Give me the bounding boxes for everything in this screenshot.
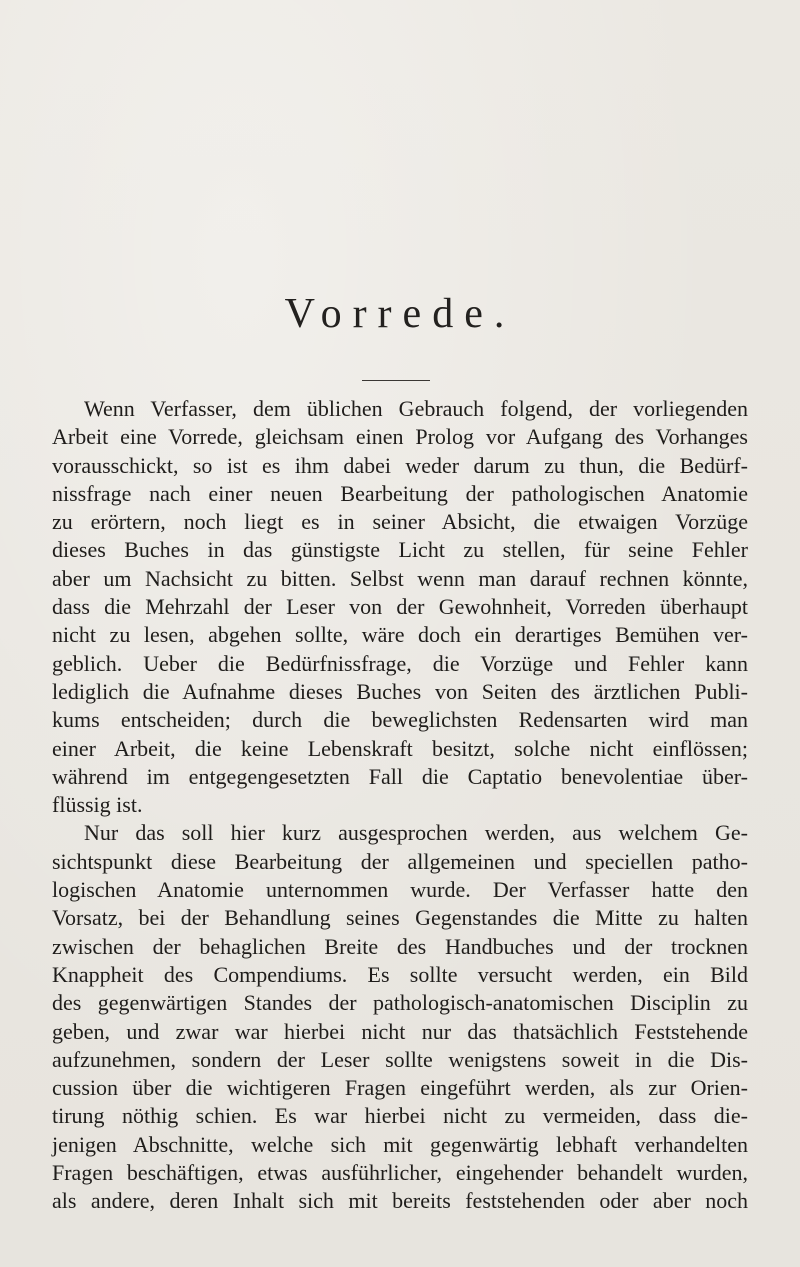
text-line: als andere, deren Inhalt sich mit bereits feststehenden oder aber noch: [52, 1188, 748, 1214]
paragraph-1: [52, 395, 748, 819]
text-line: zu erörtern, noch liegt es in seiner Absicht, die etwaigen Vorzüge: [52, 509, 748, 535]
text-line: cussion über die wichtigeren Fragen eingeführt werden, als zur Orien-: [52, 1075, 748, 1101]
text-line: Arbeit eine Vorrede, gleichsam einen Prolog vor Aufgang des Vorhanges: [52, 424, 748, 450]
text-line: aber um Nachsicht zu bitten. Selbst wenn man darauf rechnen könnte,: [52, 565, 748, 591]
text-line: Vorsatz, bei der Behandlung seines Gegenstandes die Mitte zu halten: [52, 905, 748, 931]
text-line: flüssig ist.: [52, 792, 143, 818]
text-line: geblich. Ueber die Bedürfnissfrage, die Vorzüge und Fehler kann: [52, 650, 748, 676]
paragraph-2: [52, 819, 748, 1215]
text-line: lediglich die Aufnahme dieses Buches von Seiten des ärztlichen Publi-: [52, 678, 748, 704]
text-line: dass die Mehrzahl der Leser von der Gewohnheit, Vorreden überhaupt: [52, 594, 748, 620]
text-line: kums entscheiden; durch die beweglichsten Redensarten wird man: [52, 707, 748, 733]
text-line: nicht zu lesen, abgehen sollte, wäre doch ein derartiges Bemühen ver-: [52, 622, 748, 648]
text-line: vorausschickt, so ist es ihm dabei weder darum zu thun, die Bedürf-: [52, 452, 748, 478]
text-line: logischen Anatomie unternommen wurde. Der Verfasser hatte den: [52, 877, 748, 903]
text-line: einer Arbeit, die keine Lebenskraft besitzt, solche nicht einflössen;: [52, 735, 748, 761]
text-line: Knappheit des Compendiums. Es sollte versucht werden, ein Bild: [52, 961, 748, 987]
text-line: nissfrage nach einer neuen Bearbeitung der pathologischen Anatomie: [52, 480, 748, 506]
text-line: Fragen beschäftigen, etwas ausführlicher, eingehender behandelt wurden,: [52, 1160, 748, 1186]
text-line: Wenn Verfasser, dem üblichen Gebrauch folgend, der vorliegenden: [84, 396, 748, 421]
text-line: jenigen Abschnitte, welche sich mit gegenwärtig lebhaft verhandelten: [52, 1131, 748, 1157]
body-text: [52, 395, 748, 1216]
title-rule: [362, 380, 430, 381]
text-line: sichtspunkt diese Bearbeitung der allgemeinen und speciellen patho-: [52, 848, 748, 874]
text-line: zwischen der behaglichen Breite des Handbuches und der trocknen: [52, 933, 748, 959]
text-line: geben, und zwar war hierbei nicht nur das thatsächlich Feststehende: [52, 1018, 748, 1044]
text-line: des gegenwärtigen Standes der pathologisch-anatomischen Disciplin zu: [52, 990, 748, 1016]
text-line: tirung nöthig schien. Es war hierbei nicht zu vermeiden, dass die-: [52, 1103, 748, 1129]
page-title: Vorrede.: [284, 291, 516, 337]
text-line: dieses Buches in das günstigste Licht zu stellen, für seine Fehler: [52, 537, 748, 563]
text-line: Nur das soll hier kurz ausgesprochen werden, aus welchem Ge-: [84, 820, 748, 846]
text-line: aufzunehmen, sondern der Leser sollte wenigstens soweit in die Dis-: [52, 1046, 748, 1072]
text-line: während im entgegengesetzten Fall die Captatio benevolentiae über-: [52, 763, 748, 789]
